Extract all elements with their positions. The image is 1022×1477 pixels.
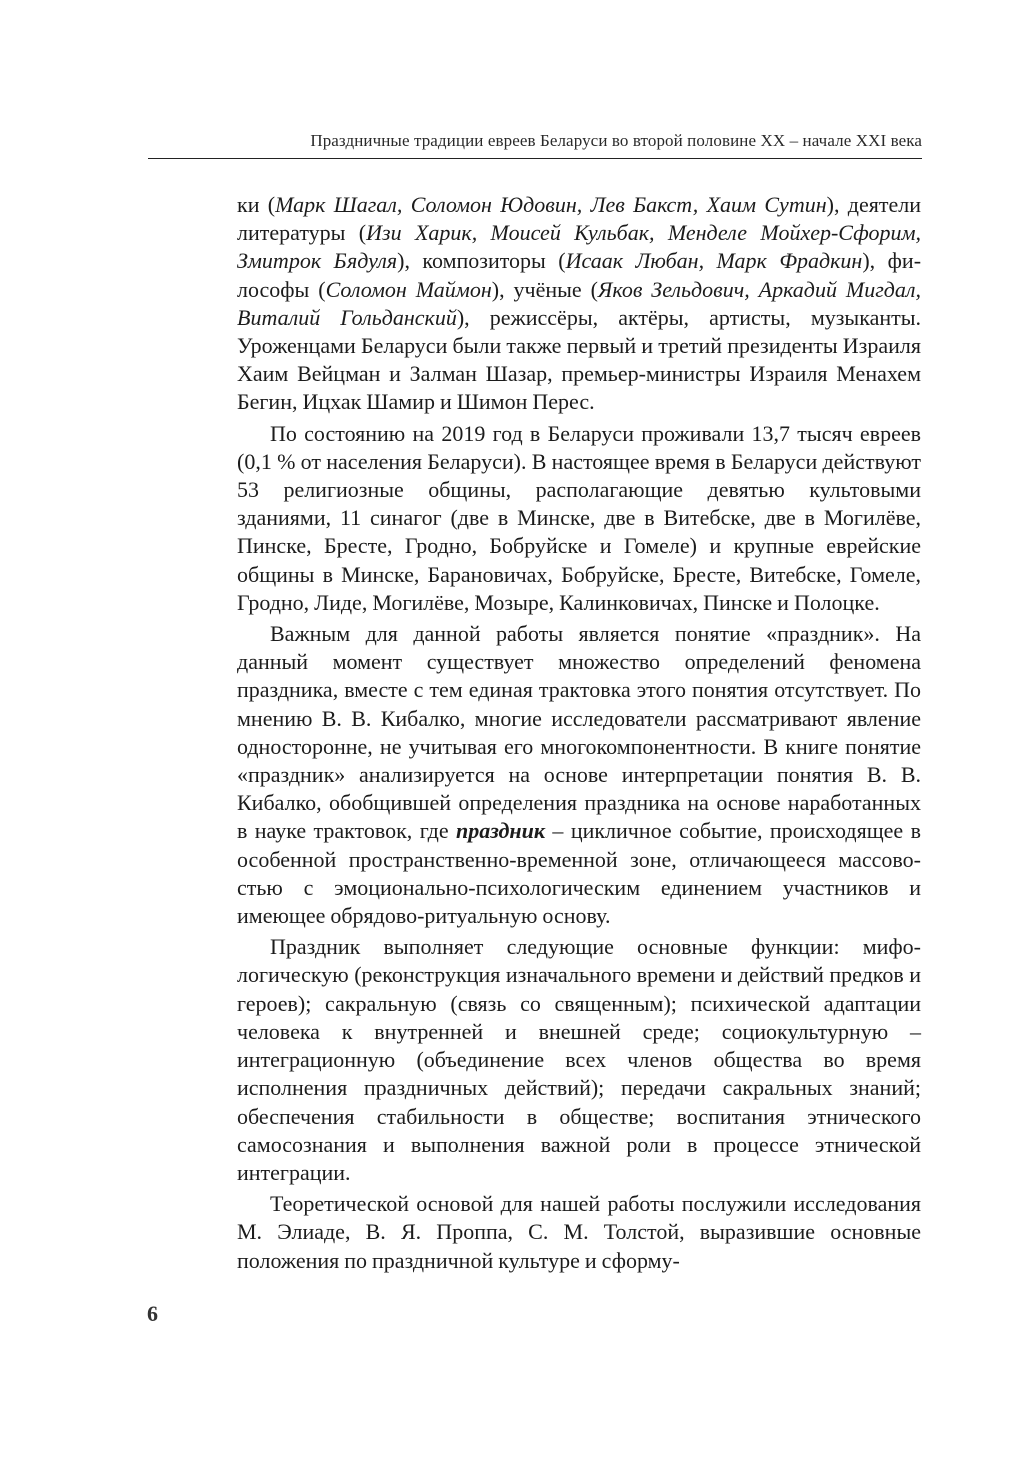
body-text	[237, 191, 921, 1278]
p1-names-scientists: Яков Зельдович, Аркадий Мигдал, Виталий Гольданский	[237, 276, 921, 330]
p1-names-philosophers: Соломон Маймон	[325, 276, 492, 302]
paragraph-3	[237, 620, 921, 930]
paragraph-2: По состоянию на 2019 год в Беларуси проживали 13,7 тысяч евреев (0,1 % от населения Беларуси). В настоящее время в Беларуси действуют 53 религиозные общины, располагающие девятью культовыми зданиями, 11 синагог (две в Минске, две в Витебске, две в Могилёве, Пинске, Бресте, Гродно, Бобруйске и Гомеле) и крупные еврейские общины в Минске, Барановичах, Бобруйске, Бресте, Витебске, Гомеле, Гродно, Лиде, Могилёве, Мозыре, Калинковичах, Пинске и Полоцке.	[237, 420, 921, 615]
p1-names-artists: Марк Шагал, Соломон Юдовин, Лев Бакст, Хаим Сутин	[275, 192, 827, 217]
p1-text-3: ), композиторы (	[397, 248, 566, 274]
p3-term-prazdnik: праздник	[455, 818, 546, 844]
p3-text-2: – цикличное событие, происходящее в особенной пространственно-временной зоне, отличающееся массовостью с эмоционально-психологическим единением участников и имеющее обрядово-ритуальную основу.	[237, 818, 921, 929]
p1-text-4: ), философы (	[237, 248, 922, 302]
p1-text-1: ки (	[237, 192, 276, 217]
p1-names-composers: Исаак Любан, Марк Фрадкин	[565, 248, 863, 274]
paragraph-4: Праздник выполняет следующие основные функции: мифологическую (реконструкция изначального времени и действий предков и героев); сакральную (связь со священным); психической адаптации человека к внутренней и внешней среде; социокультурную – интеграционную (объединение всех членов общества во время исполнения праздничных действий); передачи сакральных знаний; обеспечения стабильности в обществе; воспитания этнического самосознания и выполнения важной роли в процессе этнической интеграции.	[237, 934, 921, 1185]
p1-names-writers: Изи Харик, Моисей Кульбак, Менделе Мойхер-Сфорим, Змитрок Бядуля	[237, 220, 921, 274]
page-number: 6	[147, 1301, 158, 1326]
p3-text-1: Важным для данной работы является понятие «праздник». На данный момент существует множество определений феномена праздника, вместе с тем единая трактовка этого понятия отсутствует. По мнению В. В. Кибалко, многие исследователи рассматривают явление односторонне, не учитывая его многокомпонентности. В книге понятие «праздник» анализируется на основе интерпретации понятия В. В. Кибалко, обобщившей определения праздника на основе наработанных в науке трактовок, где	[237, 621, 921, 844]
p1-text-2: ), деятели литературы (	[237, 192, 921, 246]
paragraph-5: Теоретической основой для нашей работы послужили исследования М. Элиаде, В. Я. Проппа, С. М. Толстой, выразившие основные положения по праздничной культуре и сформу-	[237, 1191, 921, 1273]
p1-text-6: ), режиссёры, актёры, артисты, музыканты. Уроженцами Беларуси были также первый и третий президенты Израиля Хаим Вейцман и Залман Шазар, премьер-министры Израиля Менахем Бегин, Ицхак Шамир и Шимон Перес.	[237, 304, 921, 415]
running-header	[148, 131, 922, 159]
paragraph-1	[237, 191, 921, 417]
running-title: Праздничные традиции евреев Беларуси во второй половине XX – начале XXI века	[310, 131, 922, 150]
p1-text-5: ), учёные (	[491, 276, 598, 302]
